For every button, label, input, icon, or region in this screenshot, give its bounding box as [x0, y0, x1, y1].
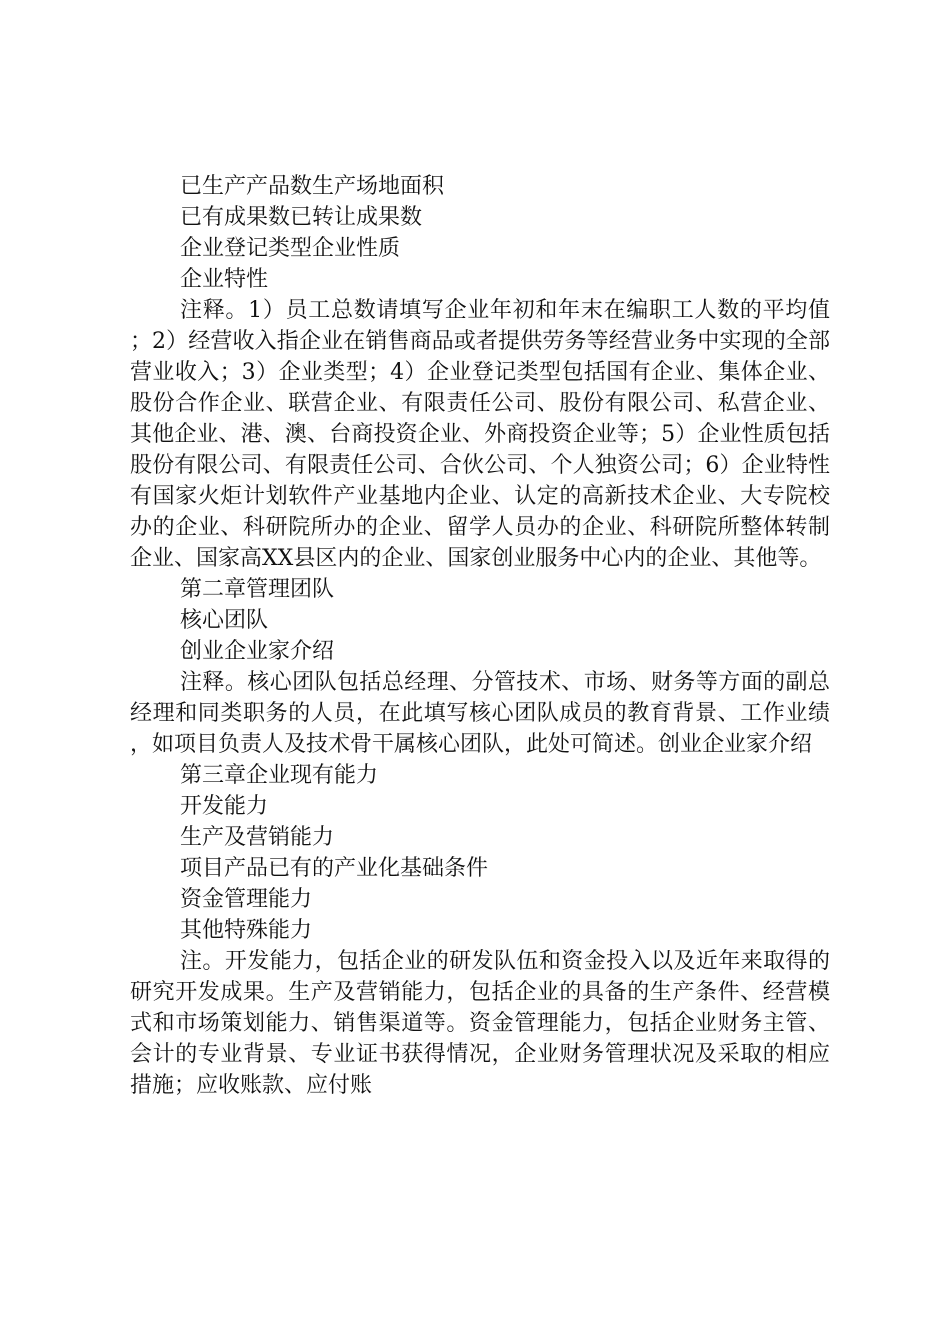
- text-line: 创业企业家介绍: [180, 639, 335, 664]
- text-line: 已生产产品数生产场地面积: [180, 174, 445, 199]
- chapter-heading: 第三章企业现有能力: [180, 763, 379, 788]
- text-line: 已有成果数已转让成果数: [180, 205, 423, 230]
- chapter-heading: 第二章管理团队: [180, 577, 335, 602]
- note-paragraph: 注。开发能力，包括企业的研发队伍和资金投入以及近年来取得的研究开发成果。生产及营销能力，包括企业的具备的生产条件、经营模式和市场策划能力、销售渠道等。资金管理能力，包括企业财务主管、会计的专业背景、专业证书获得情况，企业财务管理状况及采取的相应措施；应收账款、应付账: [130, 949, 830, 1098]
- text-line: 生产及营销能力: [180, 825, 335, 850]
- text-line: 项目产品已有的产业化基础条件: [180, 856, 489, 881]
- text-line: 资金管理能力: [180, 887, 313, 912]
- text-line: 核心团队: [180, 608, 269, 633]
- text-line: 企业登记类型企业性质: [180, 236, 401, 261]
- text-line: 其他特殊能力: [180, 918, 313, 943]
- note-paragraph: 注释。核心团队包括总经理、分管技术、市场、财务等方面的副总经理和同类职务的人员，在此填写核心团队成员的教育背景、工作业绩，如项目负责人及技术骨干属核心团队，此处可简述。创业企业家介绍: [130, 670, 830, 757]
- note-paragraph: 注释。1）员工总数请填写企业年初和年末在编职工人数的平均值；2）经营收入指企业在销售商品或者提供劳务等经营业务中实现的全部营业收入；3）企业类型；4）企业登记类型包括国有企业、集体企业、股份合作企业、联营企业、有限责任公司、股份有限公司、私营企业、其他企业、港、澳、台商投资企业、外商投资企业等；5）企业性质包括股份有限公司、有限责任公司、合伙公司、个人独资公司；6）企业特性有国家火炬计划软件产业基地内企业、认定的高新技术企业、大专院校办的企业、科研院所办的企业、留学人员办的企业、科研院所整体转制企业、国家高XX县区内的企业、国家创业服务中心内的企业、其他等。: [130, 298, 830, 571]
- text-line: 开发能力: [180, 794, 269, 819]
- document-body: [130, 171, 830, 1101]
- text-line: 企业特性: [180, 267, 269, 292]
